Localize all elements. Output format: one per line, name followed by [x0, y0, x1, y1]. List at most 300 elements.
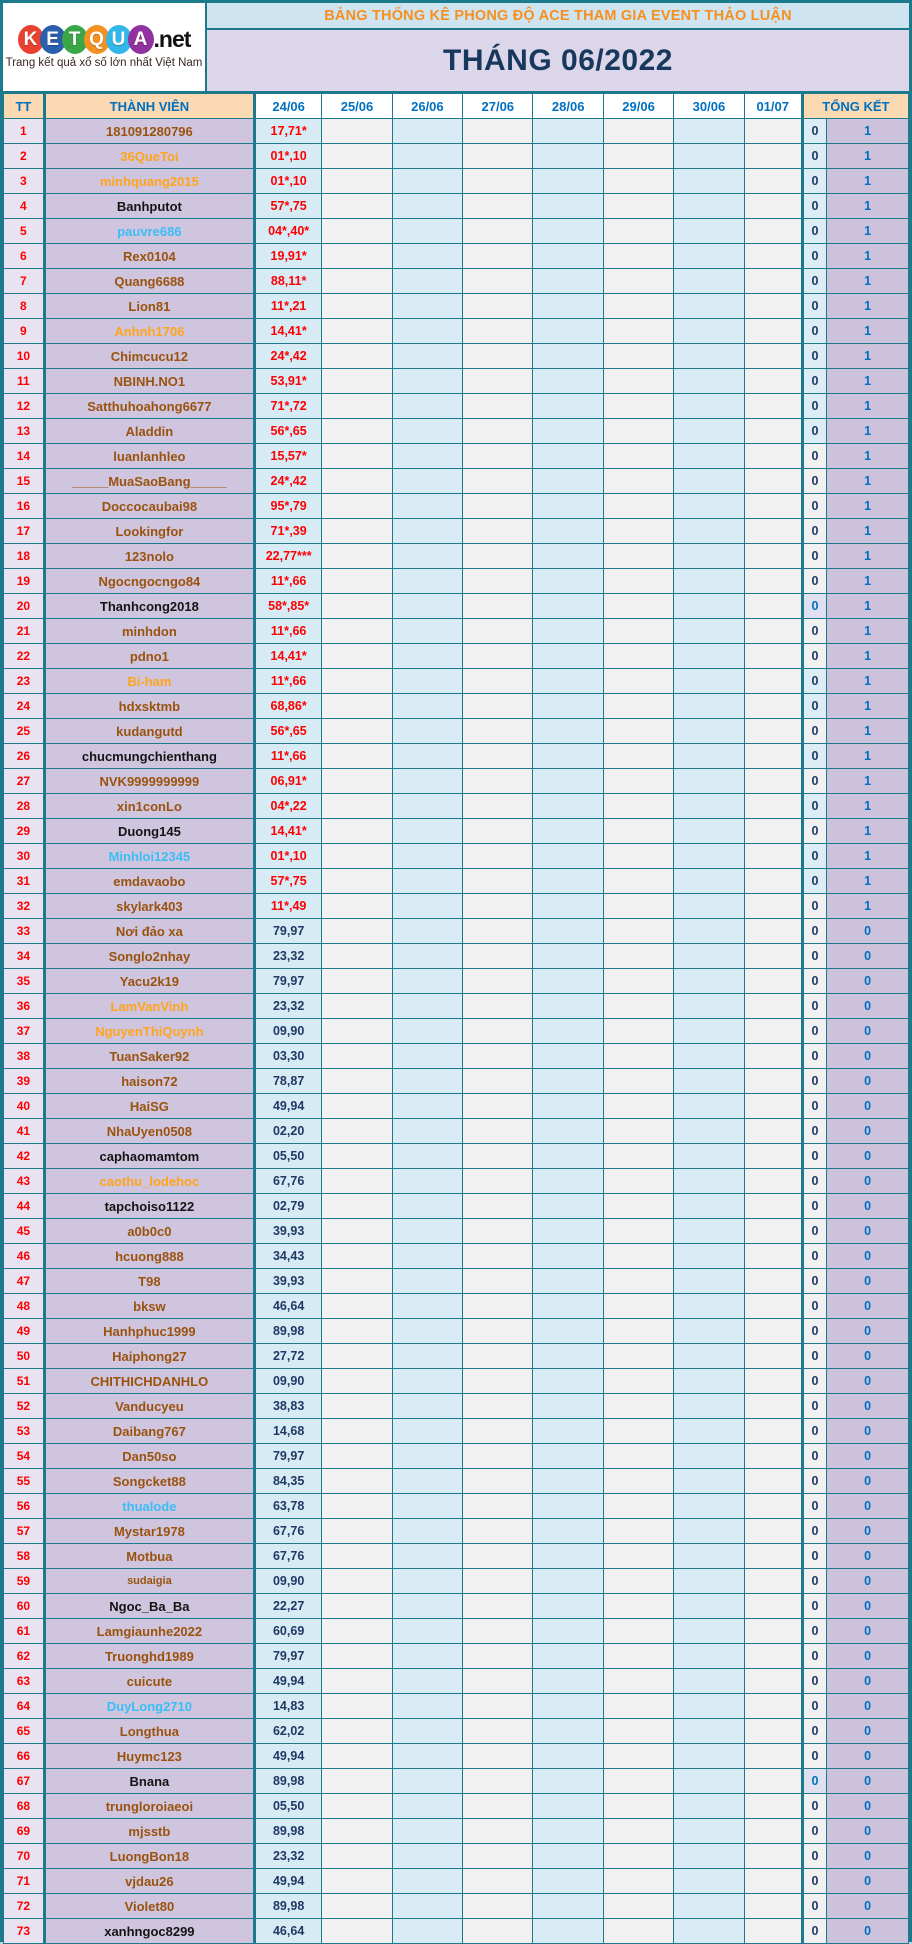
day-empty-cell [603, 1169, 673, 1194]
row-number-cell: 53 [4, 1419, 45, 1444]
total-count-cell: 0 [802, 219, 826, 244]
day-empty-cell [603, 694, 673, 719]
day-empty-cell [744, 869, 802, 894]
day-empty-cell [322, 1319, 392, 1344]
total-count-cell: 0 [802, 419, 826, 444]
day-empty-cell [744, 1444, 802, 1469]
day-empty-cell [322, 1919, 392, 1944]
day-empty-cell [322, 194, 392, 219]
row-number-cell: 59 [4, 1569, 45, 1594]
day-empty-cell [392, 1069, 462, 1094]
day-empty-cell [533, 1044, 603, 1069]
day-empty-cell [322, 594, 392, 619]
day-empty-cell [322, 519, 392, 544]
day-empty-cell [463, 1519, 533, 1544]
total-count-cell: 0 [802, 1144, 826, 1169]
row-number-cell: 47 [4, 1269, 45, 1294]
day-empty-cell [744, 1044, 802, 1069]
day-empty-cell [744, 369, 802, 394]
table-row [4, 1369, 909, 1394]
day-empty-cell [744, 1794, 802, 1819]
member-name-cell: luanlanhleo [44, 444, 254, 469]
day-empty-cell [463, 919, 533, 944]
total-count-cell: 0 [802, 644, 826, 669]
member-name-cell: a0b0c0 [44, 1219, 254, 1244]
total-flag-cell: 0 [827, 1744, 909, 1769]
total-count-cell: 0 [802, 519, 826, 544]
day-empty-cell [674, 1719, 744, 1744]
member-name-cell: Truonghd1989 [44, 1644, 254, 1669]
total-flag-cell: 1 [827, 819, 909, 844]
day-empty-cell [603, 994, 673, 1019]
day-value-cell: 04*,22 [254, 794, 321, 819]
row-number-cell: 70 [4, 1844, 45, 1869]
day-empty-cell [392, 1094, 462, 1119]
day-empty-cell [533, 269, 603, 294]
table-row [4, 919, 909, 944]
total-flag-cell: 0 [827, 1169, 909, 1194]
day-empty-cell [533, 969, 603, 994]
col-header-day-7: 01/07 [744, 94, 802, 119]
total-count-cell: 0 [802, 1294, 826, 1319]
day-empty-cell [533, 144, 603, 169]
member-name-cell: Ngocngocngo84 [44, 569, 254, 594]
member-name-cell: DuyLong2710 [44, 1694, 254, 1719]
table-row [4, 369, 909, 394]
row-number-cell: 7 [4, 269, 45, 294]
day-empty-cell [603, 1144, 673, 1169]
day-empty-cell [463, 1619, 533, 1644]
day-value-cell: 49,94 [254, 1094, 321, 1119]
day-empty-cell [603, 594, 673, 619]
table-row [4, 144, 909, 169]
row-number-cell: 51 [4, 1369, 45, 1394]
day-empty-cell [392, 694, 462, 719]
member-name-cell: LuongBon18 [44, 1844, 254, 1869]
day-empty-cell [533, 1069, 603, 1094]
day-empty-cell [603, 644, 673, 669]
day-empty-cell [392, 1819, 462, 1844]
day-empty-cell [392, 1519, 462, 1544]
member-name-cell: mjsstb [44, 1819, 254, 1844]
day-empty-cell [744, 1844, 802, 1869]
day-empty-cell [603, 544, 673, 569]
day-empty-cell [392, 1244, 462, 1269]
day-empty-cell [603, 144, 673, 169]
day-empty-cell [603, 1769, 673, 1794]
day-empty-cell [603, 519, 673, 544]
member-name-cell: Violet80 [44, 1894, 254, 1919]
day-empty-cell [603, 744, 673, 769]
day-empty-cell [603, 894, 673, 919]
day-empty-cell [533, 994, 603, 1019]
day-empty-cell [674, 1194, 744, 1219]
member-name-cell: Mystar1978 [44, 1519, 254, 1544]
row-number-cell: 10 [4, 344, 45, 369]
day-empty-cell [392, 1669, 462, 1694]
total-count-cell: 0 [802, 1344, 826, 1369]
member-name-cell: sudaigia [44, 1569, 254, 1594]
day-empty-cell [674, 1644, 744, 1669]
day-empty-cell [322, 1244, 392, 1269]
day-empty-cell [744, 594, 802, 619]
total-count-cell: 0 [802, 469, 826, 494]
day-empty-cell [463, 1544, 533, 1569]
table-row [4, 544, 909, 569]
day-empty-cell [674, 1294, 744, 1319]
total-flag-cell: 0 [827, 1044, 909, 1069]
day-empty-cell [463, 1794, 533, 1819]
day-value-cell: 49,94 [254, 1669, 321, 1694]
col-header-total: TỔNG KẾT [802, 94, 908, 119]
month-title: THÁNG 06/2022 [207, 30, 909, 91]
day-empty-cell [322, 1794, 392, 1819]
day-empty-cell [744, 119, 802, 144]
day-empty-cell [533, 1669, 603, 1694]
total-count-cell: 0 [802, 1419, 826, 1444]
day-empty-cell [533, 669, 603, 694]
member-name-cell: Bi-ham [44, 669, 254, 694]
day-empty-cell [603, 369, 673, 394]
total-flag-cell: 1 [827, 719, 909, 744]
total-flag-cell: 0 [827, 919, 909, 944]
day-empty-cell [533, 1844, 603, 1869]
day-empty-cell [674, 619, 744, 644]
table-row [4, 719, 909, 744]
day-empty-cell [674, 1769, 744, 1794]
member-name-cell: 123nolo [44, 544, 254, 569]
member-name-cell: xin1conLo [44, 794, 254, 819]
day-empty-cell [674, 844, 744, 869]
day-empty-cell [744, 1094, 802, 1119]
table-row [4, 1669, 909, 1694]
day-empty-cell [322, 1669, 392, 1694]
day-empty-cell [674, 769, 744, 794]
row-number-cell: 28 [4, 794, 45, 819]
day-empty-cell [392, 319, 462, 344]
row-number-cell: 26 [4, 744, 45, 769]
day-empty-cell [674, 1819, 744, 1844]
day-empty-cell [674, 144, 744, 169]
day-empty-cell [322, 719, 392, 744]
day-empty-cell [463, 1644, 533, 1669]
table-row [4, 1644, 909, 1669]
day-empty-cell [603, 919, 673, 944]
day-empty-cell [463, 1369, 533, 1394]
day-empty-cell [674, 1169, 744, 1194]
logo-wordmark [22, 25, 191, 54]
day-empty-cell [603, 1044, 673, 1069]
day-empty-cell [674, 119, 744, 144]
day-value-cell: 11*,21 [254, 294, 321, 319]
day-empty-cell [392, 419, 462, 444]
member-name-cell: minhquang2015 [44, 169, 254, 194]
day-value-cell: 34,43 [254, 1244, 321, 1269]
day-value-cell: 39,93 [254, 1219, 321, 1244]
day-empty-cell [674, 1919, 744, 1944]
total-flag-cell: 0 [827, 1444, 909, 1469]
day-value-cell: 79,97 [254, 1644, 321, 1669]
day-empty-cell [533, 1019, 603, 1044]
row-number-cell: 45 [4, 1219, 45, 1244]
day-empty-cell [463, 1894, 533, 1919]
member-name-cell: Songlo2nhay [44, 944, 254, 969]
day-empty-cell [603, 1469, 673, 1494]
day-empty-cell [744, 1194, 802, 1219]
day-empty-cell [744, 194, 802, 219]
day-value-cell: 89,98 [254, 1319, 321, 1344]
day-empty-cell [322, 694, 392, 719]
day-empty-cell [533, 1294, 603, 1319]
day-empty-cell [674, 1119, 744, 1144]
row-number-cell: 62 [4, 1644, 45, 1669]
member-name-cell: pauvre686 [44, 219, 254, 244]
day-empty-cell [463, 419, 533, 444]
total-count-cell: 0 [802, 1569, 826, 1594]
day-empty-cell [392, 1044, 462, 1069]
day-empty-cell [463, 1569, 533, 1594]
day-empty-cell [322, 1494, 392, 1519]
day-empty-cell [744, 1669, 802, 1694]
day-empty-cell [674, 519, 744, 544]
day-empty-cell [744, 1619, 802, 1644]
day-empty-cell [674, 1419, 744, 1444]
ketqua-logo[interactable] [3, 3, 207, 91]
day-value-cell: 14,83 [254, 1694, 321, 1719]
row-number-cell: 20 [4, 594, 45, 619]
day-empty-cell [603, 1544, 673, 1569]
row-number-cell: 72 [4, 1894, 45, 1919]
total-count-cell: 0 [802, 494, 826, 519]
total-count-cell: 0 [802, 1269, 826, 1294]
day-empty-cell [603, 1519, 673, 1544]
total-flag-cell: 1 [827, 344, 909, 369]
total-count-cell: 0 [802, 269, 826, 294]
day-empty-cell [603, 619, 673, 644]
table-row [4, 1094, 909, 1119]
total-count-cell: 0 [802, 1869, 826, 1894]
day-value-cell: 62,02 [254, 1719, 321, 1744]
table-row [4, 169, 909, 194]
day-empty-cell [674, 719, 744, 744]
table-row [4, 1769, 909, 1794]
total-flag-cell: 1 [827, 369, 909, 394]
day-empty-cell [322, 769, 392, 794]
day-empty-cell [744, 1244, 802, 1269]
day-empty-cell [463, 1119, 533, 1144]
day-empty-cell [322, 844, 392, 869]
total-flag-cell: 1 [827, 519, 909, 544]
day-empty-cell [744, 294, 802, 319]
day-empty-cell [674, 1344, 744, 1369]
day-empty-cell [744, 1319, 802, 1344]
member-name-cell: Haiphong27 [44, 1344, 254, 1369]
day-empty-cell [463, 394, 533, 419]
day-empty-cell [603, 844, 673, 869]
day-empty-cell [392, 1644, 462, 1669]
day-empty-cell [744, 1919, 802, 1944]
day-empty-cell [533, 1144, 603, 1169]
table-row [4, 344, 909, 369]
total-flag-cell: 0 [827, 994, 909, 1019]
day-empty-cell [533, 719, 603, 744]
day-value-cell: 78,87 [254, 1069, 321, 1094]
table-row [4, 1694, 909, 1719]
day-empty-cell [674, 1269, 744, 1294]
day-empty-cell [744, 444, 802, 469]
row-number-cell: 43 [4, 1169, 45, 1194]
member-name-cell: Lamgiaunhe2022 [44, 1619, 254, 1644]
day-empty-cell [603, 1219, 673, 1244]
member-name-cell: Lookingfor [44, 519, 254, 544]
member-name-cell: Chimcucu12 [44, 344, 254, 369]
day-value-cell: 23,32 [254, 994, 321, 1019]
day-empty-cell [322, 469, 392, 494]
day-empty-cell [603, 194, 673, 219]
day-value-cell: 23,32 [254, 1844, 321, 1869]
row-number-cell: 55 [4, 1469, 45, 1494]
day-empty-cell [322, 569, 392, 594]
day-empty-cell [674, 894, 744, 919]
day-empty-cell [392, 469, 462, 494]
row-number-cell: 22 [4, 644, 45, 669]
table-row [4, 969, 909, 994]
member-name-cell: HaiSG [44, 1094, 254, 1119]
day-empty-cell [463, 819, 533, 844]
day-empty-cell [533, 1419, 603, 1444]
total-count-cell: 0 [802, 294, 826, 319]
day-empty-cell [392, 169, 462, 194]
table-row [4, 1344, 909, 1369]
day-empty-cell [392, 594, 462, 619]
day-empty-cell [603, 244, 673, 269]
day-empty-cell [603, 1269, 673, 1294]
row-number-cell: 49 [4, 1319, 45, 1344]
total-flag-cell: 1 [827, 844, 909, 869]
day-empty-cell [744, 269, 802, 294]
day-empty-cell [463, 369, 533, 394]
day-empty-cell [744, 319, 802, 344]
row-number-cell: 68 [4, 1794, 45, 1819]
total-count-cell: 0 [802, 1544, 826, 1569]
day-empty-cell [744, 1019, 802, 1044]
member-name-cell: Satthuhoahong6677 [44, 394, 254, 419]
day-empty-cell [533, 794, 603, 819]
day-empty-cell [744, 219, 802, 244]
col-header-day-3: 27/06 [463, 94, 533, 119]
day-empty-cell [392, 344, 462, 369]
day-empty-cell [392, 919, 462, 944]
day-empty-cell [533, 819, 603, 844]
total-count-cell: 0 [802, 1394, 826, 1419]
day-empty-cell [603, 1069, 673, 1094]
day-empty-cell [392, 1619, 462, 1644]
day-empty-cell [463, 344, 533, 369]
day-value-cell: 56*,65 [254, 719, 321, 744]
total-count-cell: 0 [802, 1069, 826, 1094]
day-empty-cell [674, 1844, 744, 1869]
total-count-cell: 0 [802, 1494, 826, 1519]
day-empty-cell [674, 1894, 744, 1919]
day-empty-cell [463, 844, 533, 869]
day-empty-cell [744, 794, 802, 819]
row-number-cell: 60 [4, 1594, 45, 1619]
day-empty-cell [533, 544, 603, 569]
day-empty-cell [744, 1769, 802, 1794]
day-value-cell: 84,35 [254, 1469, 321, 1494]
page-header [3, 3, 909, 93]
day-value-cell: 11*,66 [254, 619, 321, 644]
day-empty-cell [463, 444, 533, 469]
day-empty-cell [463, 169, 533, 194]
total-flag-cell: 0 [827, 1094, 909, 1119]
day-value-cell: 67,76 [254, 1519, 321, 1544]
day-empty-cell [322, 494, 392, 519]
day-empty-cell [744, 1294, 802, 1319]
logo-letter-e: E [40, 25, 66, 54]
day-empty-cell [603, 1844, 673, 1869]
total-flag-cell: 0 [827, 1194, 909, 1219]
day-empty-cell [463, 1444, 533, 1469]
table-row [4, 869, 909, 894]
day-empty-cell [603, 1444, 673, 1469]
day-empty-cell [533, 319, 603, 344]
day-empty-cell [322, 969, 392, 994]
logo-letter-q: Q [84, 25, 110, 54]
table-row [4, 569, 909, 594]
day-empty-cell [322, 819, 392, 844]
total-flag-cell: 1 [827, 894, 909, 919]
day-empty-cell [744, 419, 802, 444]
table-row [4, 294, 909, 319]
day-value-cell: 11*,49 [254, 894, 321, 919]
day-empty-cell [322, 1644, 392, 1669]
day-empty-cell [392, 219, 462, 244]
row-number-cell: 69 [4, 1819, 45, 1844]
total-flag-cell: 1 [827, 319, 909, 344]
table-row [4, 1169, 909, 1194]
day-empty-cell [674, 1444, 744, 1469]
day-empty-cell [463, 469, 533, 494]
day-empty-cell [603, 1394, 673, 1419]
day-empty-cell [674, 1494, 744, 1519]
day-empty-cell [463, 519, 533, 544]
day-empty-cell [533, 1519, 603, 1544]
day-empty-cell [463, 594, 533, 619]
day-empty-cell [392, 1869, 462, 1894]
day-empty-cell [533, 644, 603, 669]
row-number-cell: 24 [4, 694, 45, 719]
total-flag-cell: 1 [827, 144, 909, 169]
day-value-cell: 58*,85* [254, 594, 321, 619]
day-value-cell: 04*,40* [254, 219, 321, 244]
day-empty-cell [603, 1819, 673, 1844]
day-empty-cell [603, 1419, 673, 1444]
row-number-cell: 21 [4, 619, 45, 644]
day-empty-cell [533, 369, 603, 394]
member-name-cell: Dan50so [44, 1444, 254, 1469]
member-name-cell: minhdon [44, 619, 254, 644]
day-empty-cell [322, 1144, 392, 1169]
day-value-cell: 53,91* [254, 369, 321, 394]
table-row [4, 1319, 909, 1344]
total-flag-cell: 0 [827, 1569, 909, 1594]
total-flag-cell: 0 [827, 1019, 909, 1044]
day-empty-cell [674, 244, 744, 269]
day-empty-cell [674, 594, 744, 619]
day-empty-cell [463, 1319, 533, 1344]
day-empty-cell [744, 1819, 802, 1844]
